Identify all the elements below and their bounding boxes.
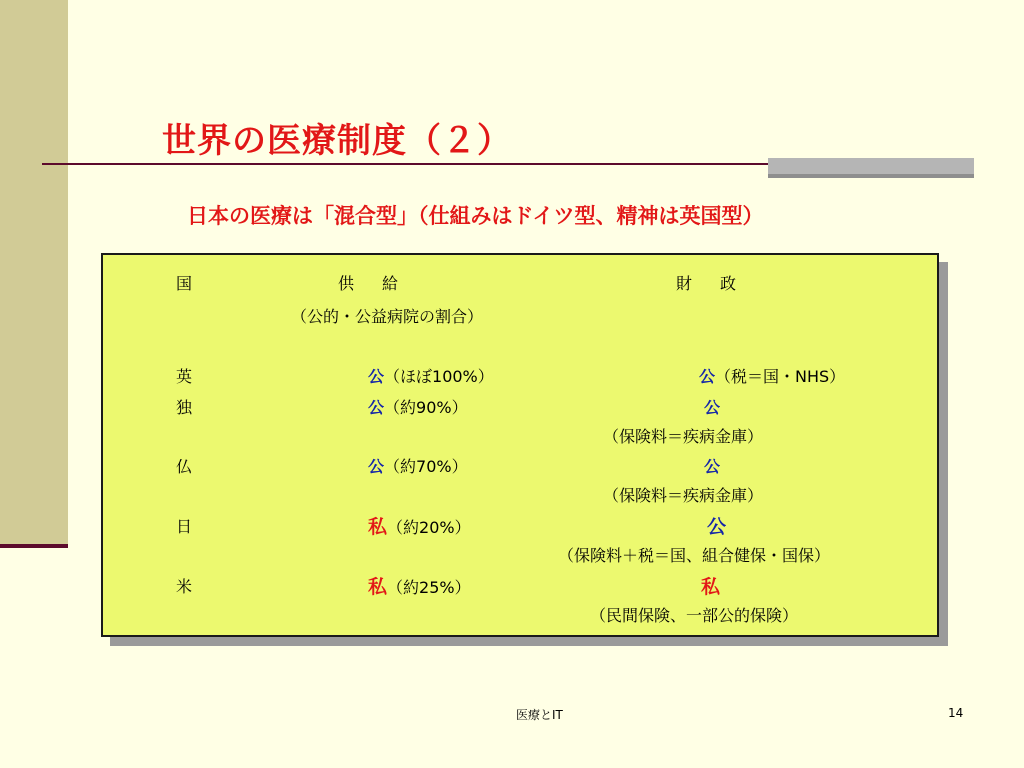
header-finance — [676, 271, 736, 294]
title-rule — [42, 163, 822, 165]
row-country: 独 — [176, 398, 193, 417]
row-finance — [707, 512, 726, 539]
row-supply — [368, 512, 471, 539]
finance-keyword: 公 — [704, 398, 721, 417]
row-finance — [699, 364, 845, 387]
header-finance-a: 財 — [676, 274, 693, 293]
finance-keyword: 公 — [707, 516, 727, 538]
left-band-underline — [0, 544, 68, 548]
row-finance — [704, 454, 720, 477]
header-finance-b: 政 — [720, 274, 737, 293]
row-finance — [704, 395, 720, 418]
slide-subtitle: 日本の医療は「混合型」（仕組みはドイツ型、精神は英国型） — [187, 204, 764, 228]
row-country: 仏 — [176, 457, 193, 476]
header-supply-subtitle: （公的・公益病院の割合） — [291, 307, 484, 326]
supply-keyword: 公 — [368, 398, 385, 417]
row-supply — [368, 454, 468, 477]
header-supply-a: 供 — [338, 274, 355, 293]
row-country: 英 — [176, 367, 193, 386]
supply-share: （約25%） — [387, 578, 471, 597]
finance-note: （保険料＋税＝国、組合健保・国保） — [558, 546, 831, 565]
supply-share: （約20%） — [387, 518, 471, 537]
footer-title: 医療とIT — [516, 708, 563, 722]
left-decorative-band — [0, 0, 68, 548]
header-supply — [338, 271, 398, 294]
finance-note: （保険料＝疾病金庫） — [603, 486, 764, 505]
header-country: 国 — [176, 274, 193, 293]
supply-share: （約70%） — [384, 457, 468, 476]
slide-title: 世界の医療制度（２） — [162, 121, 512, 161]
finance-keyword: 私 — [701, 576, 721, 598]
row-country: 米 — [176, 577, 193, 596]
finance-note: （保険料＝疾病金庫） — [603, 427, 764, 446]
supply-share: （ほぼ100%） — [384, 367, 494, 386]
corner-bar-shade — [768, 174, 974, 178]
supply-keyword: 私 — [368, 516, 388, 538]
corner-bar — [768, 158, 974, 174]
finance-keyword: 公 — [704, 457, 721, 476]
supply-keyword: 公 — [368, 457, 385, 476]
row-supply — [368, 364, 494, 387]
supply-share: （約90%） — [384, 398, 468, 417]
row-country: 日 — [176, 517, 193, 536]
row-supply — [368, 572, 471, 599]
header-supply-b: 給 — [382, 274, 399, 293]
finance-keyword: 公 — [699, 367, 716, 386]
finance-note: （民間保険、一部公的保険） — [590, 606, 799, 625]
comparison-table-box — [101, 253, 939, 637]
page-number: 14 — [948, 706, 964, 720]
supply-keyword: 私 — [368, 576, 388, 598]
supply-keyword: 公 — [368, 367, 385, 386]
row-supply — [368, 395, 468, 418]
row-finance — [701, 572, 720, 599]
finance-text: （税＝国・NHS） — [715, 367, 846, 386]
